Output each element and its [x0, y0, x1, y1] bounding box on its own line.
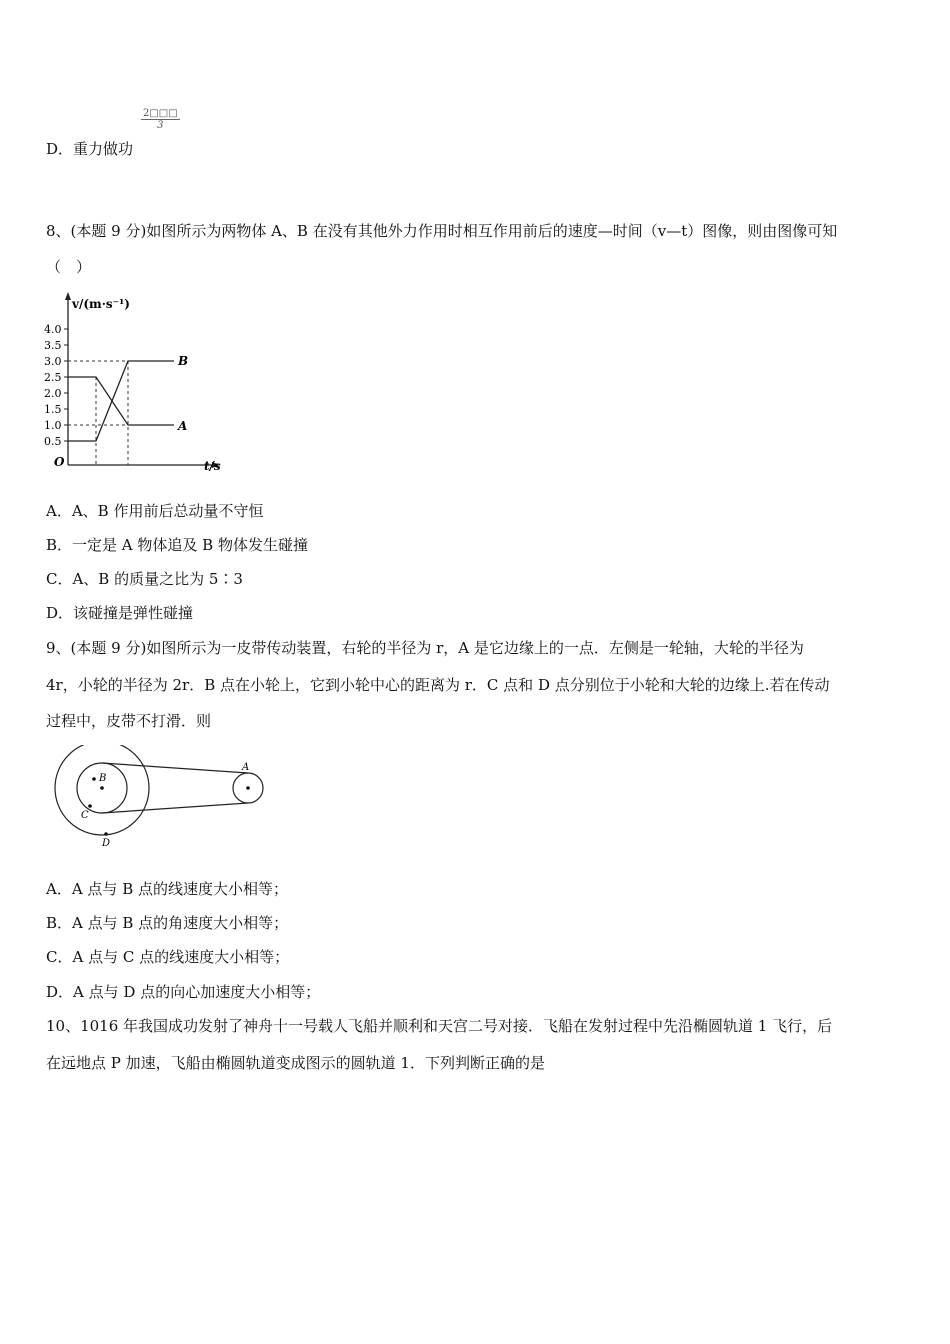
belt-top	[102, 763, 248, 773]
line-a	[68, 377, 174, 425]
q9-option-d: D．A 点与 D 点的向心加速度大小相等；	[46, 983, 321, 1001]
q8-option-b: B．一定是 A 物体追及 B 物体发生碰撞	[46, 536, 308, 554]
large-wheel	[55, 745, 149, 835]
q9-option-a: A．A 点与 B 点的线速度大小相等；	[46, 880, 288, 898]
y-tick-0.5: 0.5	[44, 435, 62, 448]
q9-option-b: B．A 点与 B 点的角速度大小相等；	[46, 914, 289, 932]
y-tick-4.0: 4.0	[44, 323, 62, 336]
y-tick-2.5: 2.5	[44, 371, 62, 384]
q9-option-c: C．A 点与 C 点的线速度大小相等；	[46, 948, 290, 966]
q8-option-d: D．该碰撞是弹性碰撞	[46, 604, 194, 622]
y-tick-2.0: 2.0	[44, 387, 62, 400]
label-a: A	[242, 762, 250, 773]
center-dot	[100, 786, 104, 790]
q8-option-a: A．A、B 作用前后总动量不守恒	[46, 502, 264, 520]
label-b: B	[99, 773, 107, 784]
y-tick-3.5: 3.5	[44, 339, 62, 352]
q9-belt-figure	[50, 745, 280, 855]
q10-stem-line2: 在远地点 P 加速，飞船由椭圆轨道变成图示的圆轨道 1．下列判断正确的是	[46, 1054, 545, 1072]
q10-stem-line1: 10、1016 年我国成功发射了神舟十一号载人飞船并顺利和天宫二号对接．飞船在发射过程中先沿椭圆轨道 1 飞行，后	[46, 1017, 833, 1035]
point-c	[88, 804, 92, 808]
line-b	[68, 361, 174, 441]
label-c: C	[81, 810, 89, 821]
label-b: B	[178, 354, 189, 368]
point-a	[246, 786, 250, 790]
point-d	[104, 832, 108, 836]
x-axis-label: t/s	[204, 459, 221, 473]
y-axis-arrow	[65, 292, 71, 300]
label-d: D	[102, 838, 111, 849]
q8-option-c: C．A、B 的质量之比为 5∶3	[46, 570, 243, 588]
y-tick-1.5: 1.5	[44, 403, 62, 416]
y-axis-label: v/(m·s⁻¹)	[72, 297, 130, 311]
y-tick-3.0: 3.0	[44, 355, 62, 368]
q7-option-d: D．重力做功	[46, 140, 134, 158]
belt-bottom	[102, 803, 248, 813]
q8-vt-graph	[40, 290, 240, 480]
fraction-numerator: 2□□□	[143, 108, 178, 119]
origin-label: O	[54, 455, 65, 469]
q8-stem-line1: 8、(本题 9 分)如图所示为两物体 A、B 在没有其他外力作用时相互作用前后的速度—时间（v—t）图像，则由图像可知	[46, 222, 838, 240]
fraction-denominator: 3	[157, 120, 164, 131]
q8-stem-line2: （ ）	[46, 258, 92, 276]
point-b	[92, 777, 96, 781]
label-a: A	[178, 419, 188, 433]
q9-stem-line2: 4r，小轮的半径为 2r．B 点在小轮上，它到小轮中心的距离为 r．C 点和 D 点分别位于小轮和大轮的边缘上.若在传动	[46, 676, 830, 694]
y-tick-1.0: 1.0	[44, 419, 62, 432]
q9-stem-line1: 9、(本题 9 分)如图所示为一皮带传动装置，右轮的半径为 r，A 是它边缘上的一点．左侧是一轮轴，大轮的半径为	[46, 639, 804, 657]
fraction-fragment	[141, 108, 180, 131]
q9-stem-line3: 过程中，皮带不打滑．则	[46, 712, 212, 730]
